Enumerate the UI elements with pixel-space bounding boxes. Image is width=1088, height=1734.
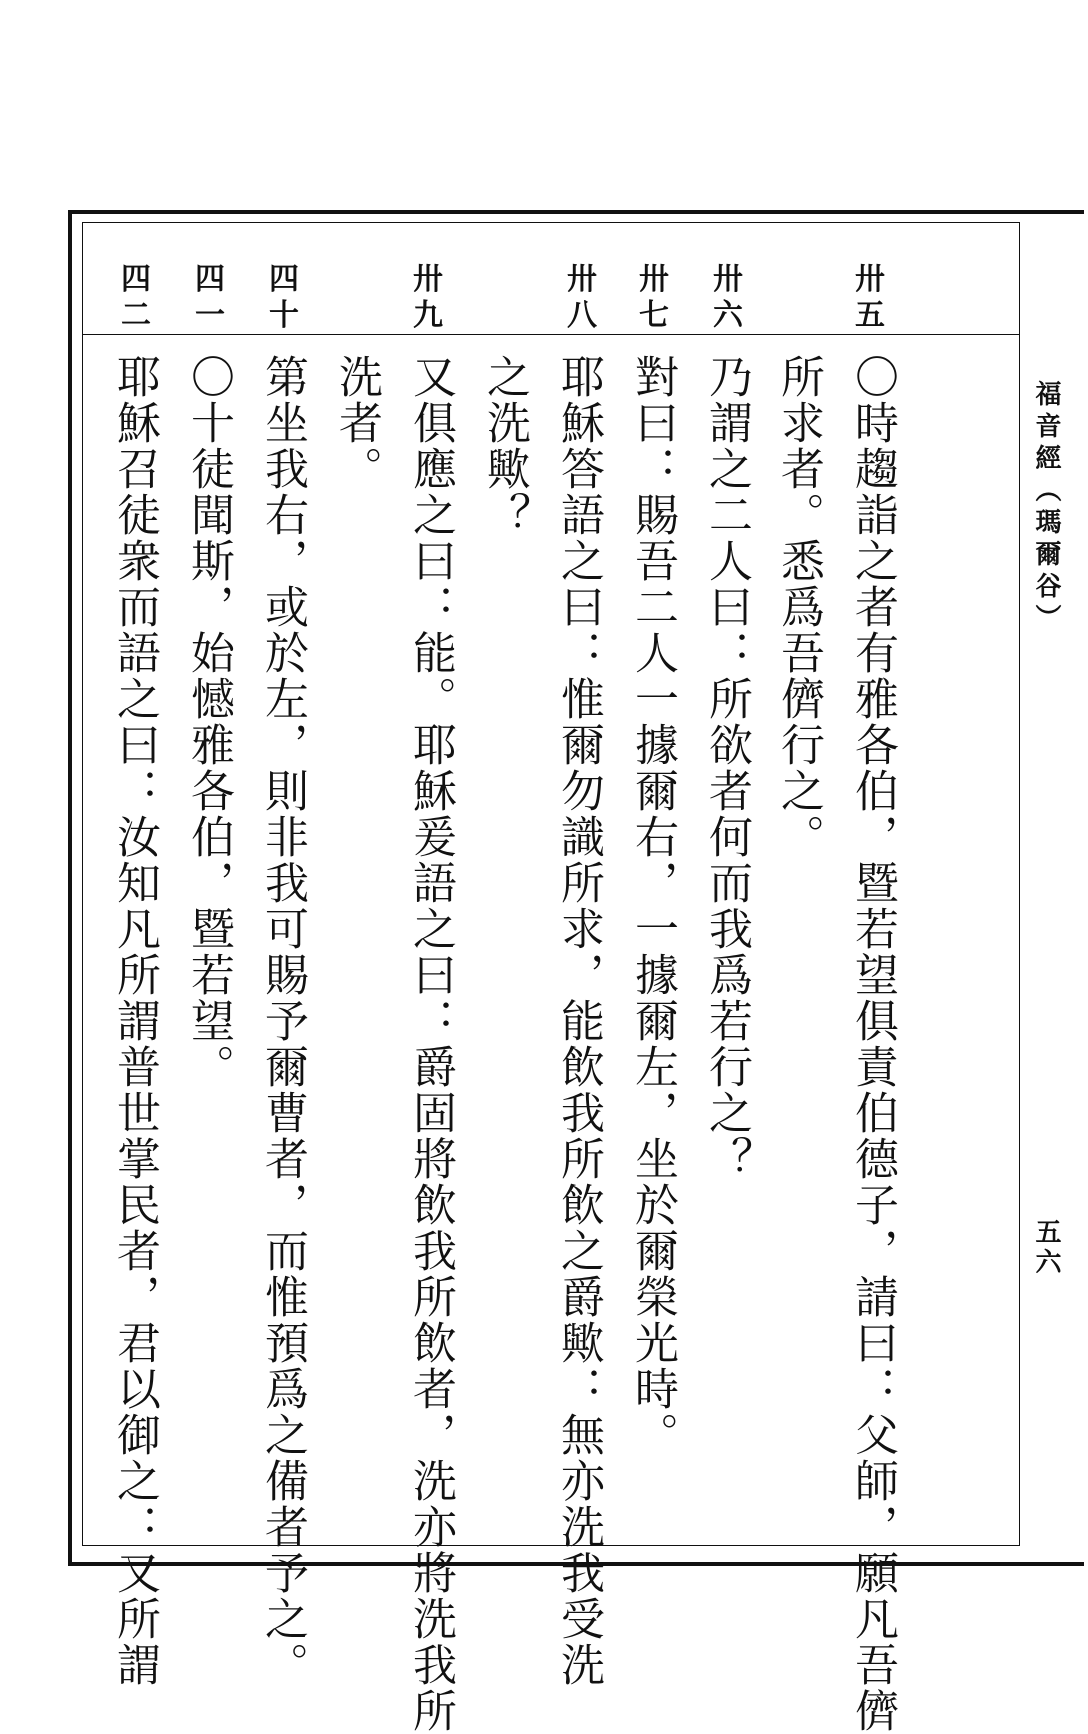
- text-column: 所求者。悉爲吾儕行之。: [773, 354, 824, 860]
- verse-number-37: [634, 262, 674, 334]
- verse-number-top: 卅: [713, 262, 743, 297]
- verse-number-bottom: 二: [121, 298, 151, 333]
- verse-number-bottom: 七: [639, 298, 669, 333]
- running-title: 福音經（瑪爾谷）: [1031, 380, 1061, 636]
- verse-number-35: [850, 262, 890, 334]
- text-column: 乃謂之二人曰：所欲者何而我爲若行之？: [701, 354, 752, 1182]
- text-column: 〇時趨詣之者有雅各伯，暨若望俱責伯德子，請曰：父師，願凡吾儕: [847, 354, 898, 1734]
- verse-number-bottom: 一: [195, 298, 225, 333]
- verse-number-bottom: 九: [413, 298, 443, 333]
- verse-number-39: [408, 262, 448, 334]
- verse-number-top: 卅: [413, 262, 443, 297]
- text-column: 耶穌答語之曰：惟爾勿識所求，能飲我所飲之爵歟：無亦洗我受洗: [553, 354, 604, 1688]
- verse-number-bottom: 八: [567, 298, 597, 333]
- verse-number-40: [264, 262, 304, 334]
- verse-number-top: 卅: [639, 262, 669, 297]
- page-number: 五六: [1031, 1218, 1061, 1278]
- text-column: 〇十徒聞斯，始憾雅各伯，暨若望。: [183, 354, 234, 1090]
- verse-number-42: [116, 262, 156, 334]
- verse-number-top: 四: [195, 262, 225, 297]
- verse-number-bottom: 六: [713, 298, 743, 333]
- text-column: 洗者。: [331, 354, 382, 492]
- verse-number-bottom: 十: [269, 298, 299, 333]
- verse-number-top: 四: [121, 262, 151, 297]
- verse-number-divider: [82, 334, 1020, 335]
- verse-number-top: 卅: [855, 262, 885, 297]
- verse-number-41: [190, 262, 230, 334]
- verse-number-bottom: 五: [855, 298, 885, 333]
- text-column: 又俱應之曰：能。耶穌爰語之曰：爵固將飲我所飲者，洗亦將洗我所: [405, 354, 456, 1734]
- verse-number-top: 四: [269, 262, 299, 297]
- verse-number-top: 卅: [567, 262, 597, 297]
- verse-number-36: [708, 262, 748, 334]
- verse-number-38: [562, 262, 602, 334]
- text-column: 之洗歟？: [479, 354, 530, 538]
- text-column: 對曰：賜吾二人一據爾右，一據爾左，坐於爾榮光時。: [627, 354, 678, 1458]
- text-column: 耶穌召徒衆而語之曰：汝知凡所謂普世掌民者，君以御之：又所謂: [109, 354, 160, 1688]
- text-column: 第坐我右，或於左，則非我可賜予爾曹者，而惟預爲之備者予之。: [257, 354, 308, 1688]
